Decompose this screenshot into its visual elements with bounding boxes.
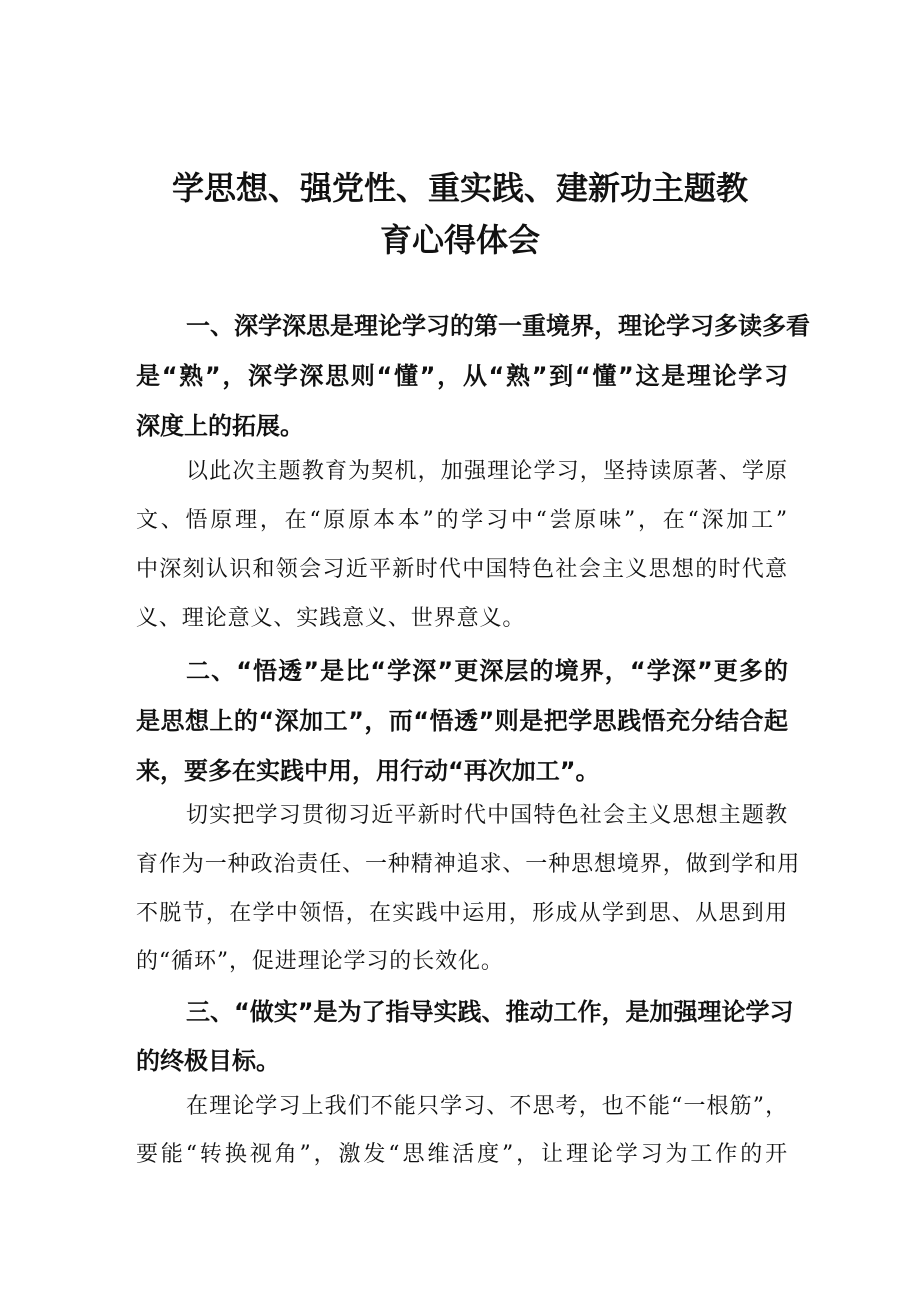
section-2-body-line-4: 的“循环”，促进理论学习的长效化。 bbox=[136, 949, 504, 974]
section-2-body-line-3: 不脱节，在学中领悟，在实践中运用，形成从学到思、从思到用 bbox=[136, 901, 788, 926]
section-2-heading-line-3: 来，要多在实践中用，用行动“再次加工”。 bbox=[136, 757, 600, 785]
section-1-body-line-4: 义、理论意义、实践意义、世界意义。 bbox=[136, 606, 526, 631]
section-1-heading-line-2: 是“熟”，深学深思则“懂”，从“熟”到“懂”这是理论学习 bbox=[136, 362, 788, 390]
section-2-heading-line-1: 二、“悟透”是比“学深”更深层的境界，“学深”更多的 bbox=[186, 657, 788, 685]
section-3-body-line-2: 要能“转换视角”，激发“思维活度”，让理论学习为工作的开 bbox=[136, 1142, 788, 1167]
section-2-heading-line-2: 是思想上的“深加工”，而“悟透”则是把学思践悟充分结合起 bbox=[136, 707, 788, 735]
section-3-heading-line-2: 的终极目标。 bbox=[136, 1047, 280, 1075]
section-1-heading-line-1: 一、深学深思是理论学习的第一重境界，理论学习多读多看 bbox=[186, 312, 810, 340]
section-3-body-line-1: 在理论学习上我们不能只学习、不思考，也不能“一根筋”， bbox=[186, 1094, 788, 1119]
section-1-body-line-3: 中深刻认识和领会习近平新时代中国特色社会主义思想的时代意 bbox=[136, 557, 788, 582]
section-3-heading-line-1: 三、“做实”是为了指导实践、推动工作，是加强理论学习 bbox=[186, 998, 794, 1026]
section-2-body-line-2: 育作为一种政治责任、一种精神追求、一种思想境界，做到学和用 bbox=[136, 852, 801, 877]
section-1-heading-line-3: 深度上的拓展。 bbox=[136, 412, 304, 440]
section-2-body-line-1: 切实把学习贯彻习近平新时代中国特色社会主义思想主题教 bbox=[186, 803, 788, 828]
section-1-body-line-2: 文、悟原理，在“原原本本”的学习中“尝原味”，在“深加工” bbox=[136, 508, 788, 533]
section-1-body-line-1: 以此次主题教育为契机，加强理论学习，坚持读原著、学原 bbox=[186, 459, 788, 484]
document-title-line-1: 学思想、强党性、重实践、建新功主题教 bbox=[171, 169, 748, 207]
document-title-line-2: 育心得体会 bbox=[379, 221, 540, 259]
